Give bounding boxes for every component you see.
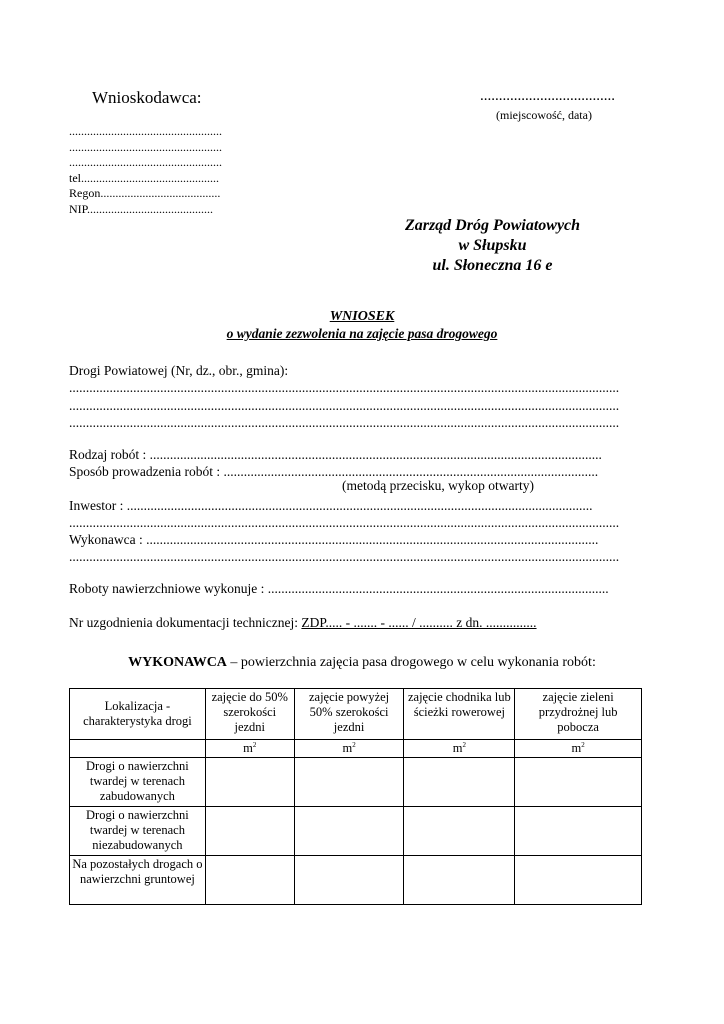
input-cell[interactable]	[294, 758, 404, 807]
surface-works-field[interactable]: Roboty nawierzchniowe wykonuje : .....................................................................................................	[69, 581, 609, 596]
input-cell[interactable]	[294, 856, 404, 905]
approval-label: Nr uzgodnienia dokumentacji technicznej:	[69, 615, 302, 630]
header-location: Lokalizacja - charakterystyka drogi	[70, 689, 206, 740]
roads-dots-1[interactable]: ...................................................................................................................................................................	[69, 380, 620, 395]
approval-number-field[interactable]: ZDP..... - ....... - ...... / .......... z dn. ...............	[301, 615, 537, 630]
header-over-50: zajęcie powyżej 50% szerokości jezdni	[294, 689, 404, 740]
input-cell[interactable]	[404, 758, 515, 807]
section-heading	[0, 655, 724, 671]
input-cell[interactable]	[205, 758, 294, 807]
addressee-block	[380, 216, 605, 276]
unit-cell-empty	[70, 740, 206, 758]
input-cell[interactable]	[404, 807, 515, 856]
input-cell[interactable]	[205, 856, 294, 905]
addressee-city: w Słupsku	[458, 237, 527, 254]
table-header-row	[70, 689, 642, 740]
input-cell[interactable]	[404, 856, 515, 905]
contractor-field[interactable]: Wykonawca : ......................................................................................................................................	[69, 532, 599, 547]
input-cell[interactable]	[515, 758, 642, 807]
place-date-field[interactable]: ....................................	[480, 88, 615, 104]
request-title: WNIOSEK	[329, 309, 395, 324]
input-cell[interactable]	[515, 807, 642, 856]
applicant-details	[69, 124, 222, 217]
header-up-to-50: zajęcie do 50% szerokości jezdni	[205, 689, 294, 740]
section-heading-bold: WYKONAWCA	[128, 655, 227, 670]
work-type-field[interactable]: Rodzaj robót : ......................................................................................................................................	[69, 447, 602, 462]
investor-field[interactable]: Inwestor : ..........................................................................................................................................	[69, 498, 593, 513]
row-label-built-up: Drogi o nawierzchni twardej w terenach zabudowanych	[70, 758, 206, 807]
table-row	[70, 856, 642, 905]
addressee-street: ul. Słoneczna 16 e	[432, 257, 553, 274]
unit-cell: $m^2$	[205, 740, 294, 758]
row-label-dirt-roads: Na pozostałych drogach o nawierzchni gruntowej	[70, 856, 206, 905]
unit-cell: $m^2$	[294, 740, 404, 758]
roads-label: Drogi Powiatowej (Nr, dz., obr., gmina):	[69, 363, 289, 378]
applicant-label: Wnioskodawca:	[92, 88, 202, 107]
addressee-name: Zarząd Dróg Powiatowych	[404, 217, 581, 234]
place-date-caption: (miejscowość, data)	[496, 108, 592, 122]
table-unit-row	[70, 740, 642, 758]
header-sidewalk: zajęcie chodnika lub ścieżki rowerowej	[404, 689, 515, 740]
unit-cell: $m^2$	[404, 740, 515, 758]
input-cell[interactable]	[294, 807, 404, 856]
approval-line	[69, 614, 654, 631]
row-label-undeveloped: Drogi o nawierzchni twardej w terenach niezabudowanych	[70, 807, 206, 856]
applicant-line-2[interactable]: ...................................................	[69, 139, 222, 154]
contractor-dots[interactable]: ...................................................................................................................................................................	[69, 549, 620, 564]
table-row	[70, 807, 642, 856]
roads-dots-2[interactable]: ...................................................................................................................................................................	[69, 398, 620, 413]
applicant-line-3[interactable]: ...................................................	[69, 155, 222, 169]
request-subtitle: o wydanie zezwolenia na zajęcie pasa drogowego	[226, 326, 498, 341]
unit-cell: $m^2$	[515, 740, 642, 758]
section-heading-text: – powierzchnia zajęcia pasa drogowego w celu wykonania robót:	[226, 655, 596, 670]
occupation-area-table	[69, 688, 642, 905]
input-cell[interactable]	[515, 856, 642, 905]
input-cell[interactable]	[205, 807, 294, 856]
roads-dots-3[interactable]: ...................................................................................................................................................................	[69, 415, 620, 430]
applicant-regon[interactable]: Regon........................................	[69, 186, 221, 200]
method-note: (metodą przecisku, wykop otwarty)	[342, 478, 534, 493]
applicant-nip[interactable]: NIP..........................................	[69, 201, 214, 216]
table-row	[70, 758, 642, 807]
method-field[interactable]: Sposób prowadzenia robót : ...............................................................................................................	[69, 464, 599, 479]
applicant-phone[interactable]: tel..............................................	[69, 170, 219, 185]
investor-dots[interactable]: ...................................................................................................................................................................	[69, 515, 620, 530]
applicant-line-1[interactable]: ...................................................	[69, 124, 222, 138]
header-greenery: zajęcie zieleni przydrożnej lub pobocza	[515, 689, 642, 740]
